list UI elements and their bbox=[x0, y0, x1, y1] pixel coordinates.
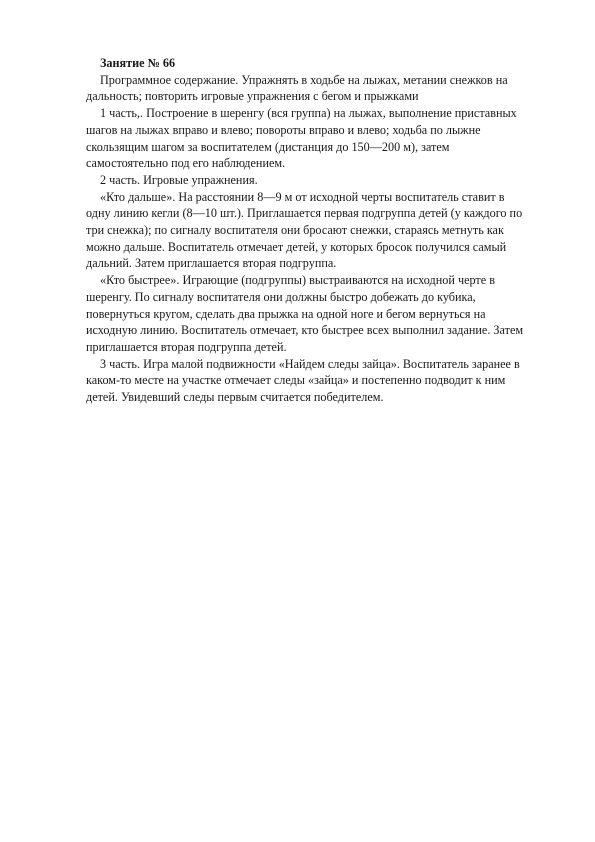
part-three-paragraph: 3 часть. Игра малой подвижности «Найдем следы зайца». Воспитатель заранее в каком-то месте на участке отмечает следы «зайца» и постепенно подводит к ним детей. Увидевший следы первым считается победителем. bbox=[86, 356, 520, 405]
part-two-heading: 2 часть. Игровые упражнения. bbox=[100, 172, 258, 187]
who-further-paragraph: «Кто дальше». На расстоянии 8—9 м от исходной черты воспитатель ставит в одну линию кегли (8—10 шт.). Приглашается первая подгруппа детей (у каждого по три снежка); по сигналу воспитателя они бросают снежки, стараясь метнуть как можно дальше. Воспитатель отмечает детей, у которых бросок получился самый дальний. Затем приглашается вторая подгруппа. bbox=[86, 189, 523, 271]
program-content-paragraph: Программное содержание. Упражнять в ходьбе на лыжах, метании снежков на дальность; повторить игровые упражнения с бегом и прыжками bbox=[86, 72, 508, 104]
who-faster-paragraph: «Кто быстрее». Играющие (подгруппы) выстраиваются на исходной черте в шеренгу. По сигналу воспитателя они должны быстро добежать до кубика, повернуться кругом, сделать два прыжка на одной ноге и бегом вернуться на исходную линию. Воспитатель отмечает, кто быстрее всех выполнил задание. Затем приглашается вторая подгруппа детей. bbox=[86, 273, 524, 354]
lesson-text bbox=[86, 55, 526, 406]
lesson-title: Занятие № 66 bbox=[100, 56, 176, 70]
part-one-paragraph: 1 часть,. Построение в шеренгу (вся группа) на лыжах, выполнение приставных шагов на лыжах вправо и влево; повороты вправо и влево; ходьба по лыжне скользящим шагом за воспитателем (дистанция до 150—200 м), затем самостоятельно под его наблюдением. bbox=[86, 106, 517, 171]
